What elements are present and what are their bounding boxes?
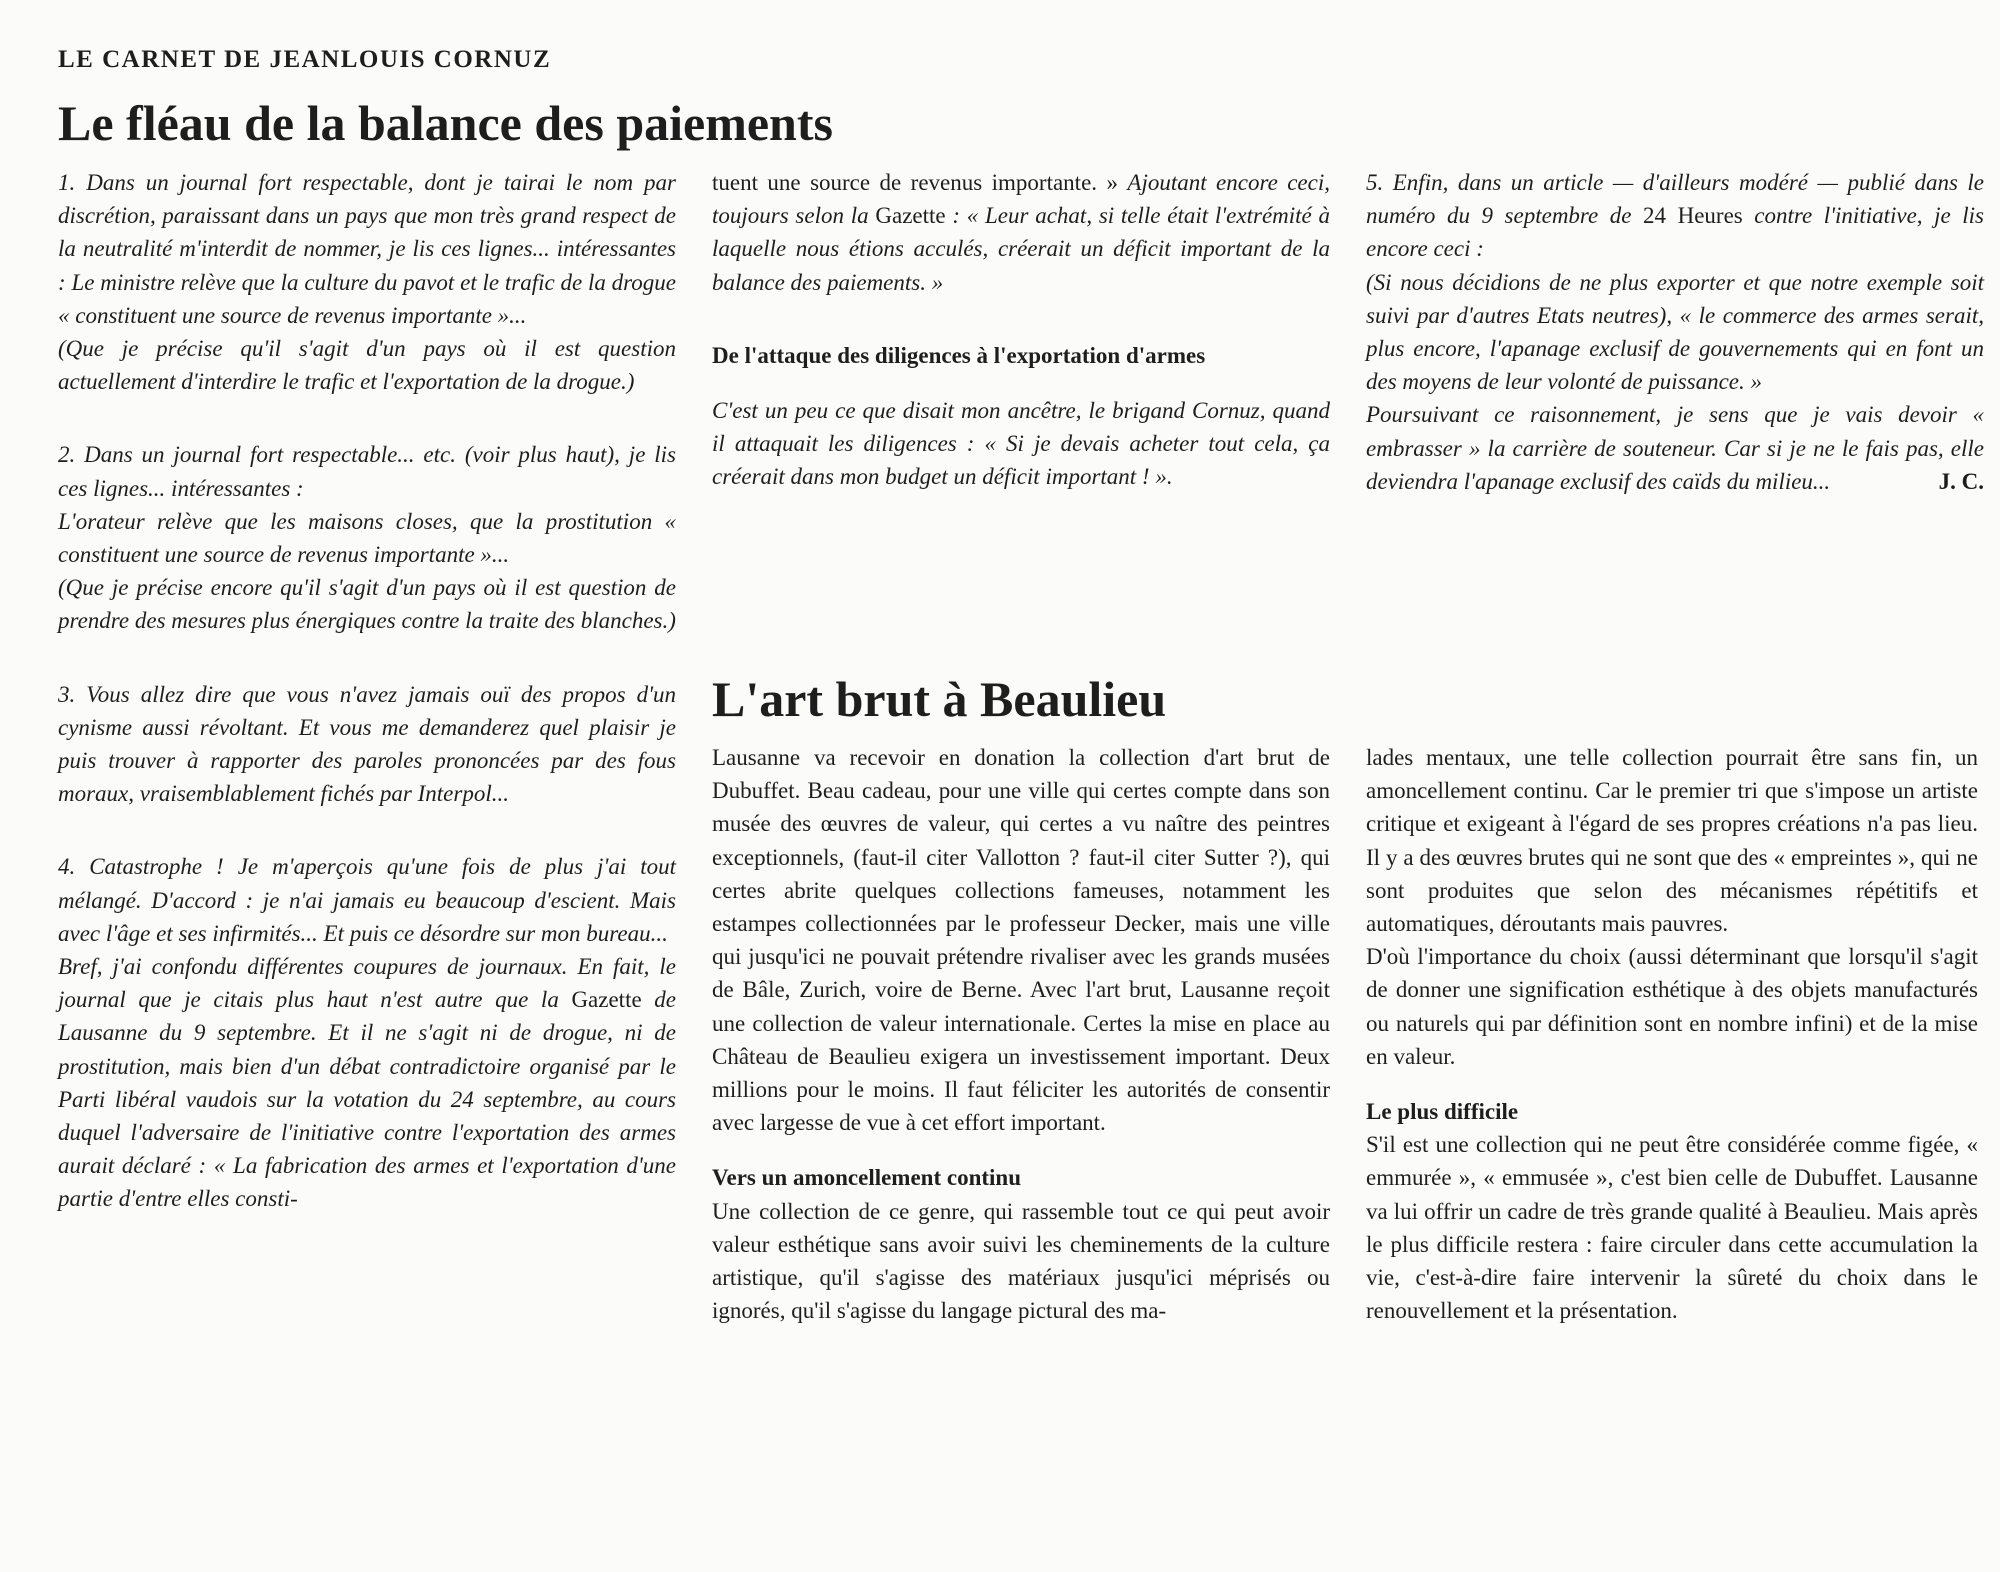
author-signature: J. C.	[1938, 468, 1984, 494]
text-run: de Lausanne du 9 septembre. Et il ne s'agit ni de drogue, ni de prostitution, mais bien d'un débat contradictoire organisé par le Parti libéral vaudois sur la votation du 24 septembre, au cours duquel l'adversaire de l'initiative contre l'exportation des armes aurait déclaré : « La fabrication des armes et l'exportation d'une partie d'entre elles consti-	[58, 987, 676, 1212]
article-headline: Le fléau de la balance des paiements	[58, 95, 833, 151]
subheading: Le plus difficile	[1366, 1099, 1519, 1125]
subheading: Vers un amoncellement continu	[712, 1165, 1022, 1191]
paragraph: 4. Catastrophe ! Je m'aperçois qu'une fois de plus j'ai tout mélangé. D'accord : je n'ai jamais eu beaucoup d'escient. Mais avec l'âge et ses infirmités... Et puis ce désordre sur mon bureau...	[58, 854, 676, 946]
article2-column-2	[1366, 741, 1978, 1327]
article-column-3	[1366, 166, 1984, 498]
paragraph: 3. Vous allez dire que vous n'avez jamais ouï des propos d'un cynisme aussi révoltant. Et vous me demanderez quel plaisir je puis trouver à rapporter des paroles prononcées par des fous moraux, vraisemblablement fichés par Interpol...	[58, 681, 676, 807]
paragraph	[1366, 398, 1984, 498]
paragraph: lades mentaux, une telle collection pourrait être sans fin, un amoncellement continu. Car le premier tri que s'impose un artiste critique et exigeant à l'égard de ses propres créations n'a pas lieu. Il y a des œuvres brutes qui ne sont que des « empreintes », qui ne sont produites que selon des mécanismes répétitifs et automatiques, déroutants mais pauvres.	[1366, 745, 1978, 937]
text-run: Poursuivant ce raisonnement, je sens que je vais devoir « embrasser » la carrière de souteneur. Car si je ne le fais pas, elle deviendra l'apanage exclusif des caïds du milieu...	[1366, 402, 1984, 494]
paragraph: D'où l'importance du choix (aussi déterminant que lorsqu'il s'agit de donner une signification esthétique à des objets manufacturés ou naturels qui par définition sont en nombre infini) et de la mise en valeur.	[1366, 944, 1978, 1069]
article-column-1	[58, 166, 676, 1216]
paragraph	[58, 950, 676, 1216]
paragraph: (Que je précise qu'il s'agit d'un pays où il est question actuellement d'interdire le trafic et l'exportation de la drogue.)	[58, 336, 676, 395]
text-run: : « Leur achat, si telle était l'extrémité à laquelle nous étions acculés, créerait un déficit important de la balance des paiements. »	[712, 203, 1330, 295]
paragraph	[1366, 166, 1984, 266]
article-column-2	[712, 166, 1330, 494]
paragraph: 1. Dans un journal fort respectable, dont je tairai le nom par discrétion, paraissant dans un pays que mon très grand respect de la neutralité m'interdit de nommer, je lis ces lignes... intéressantes : Le ministre relève que la culture du pavot et le trafic de la drogue « constituent une source de revenus importante »...	[58, 170, 676, 328]
paragraph: Lausanne va recevoir en donation la collection d'art brut de Dubuffet. Beau cadeau, pour une ville qui certes compte dans son musée des œuvres de valeur, qui certes a vu naître des peintres exceptionnels, (faut-il citer Vallotton ? faut-il citer Sutter ?), qui certes abrite quelques collections fameuses, notamment les estampes collectionnées par le professeur Decker, mais une ville qui jusqu'ici ne pouvait prétendre rivaliser avec les grands musées de Bâle, Zurich, voire de Berne. Avec l'art brut, Lausanne reçoit une collection de valeur internationale. Certes la mise en place au Château de Beaulieu exigera un investissement important. Deux millions pour le moins. Il faut féliciter les autorités de consentir avec largesse de vue à cet effort important.	[712, 745, 1330, 1136]
paragraph: (Que je précise encore qu'il s'agit d'un pays où il est question de prendre des mesures plus énergiques contre la traite des blanches.)	[58, 575, 676, 634]
column-kicker: LE CARNET DE JEANLOUIS CORNUZ	[58, 46, 552, 73]
text-run: contre l'initiative, je lis encore ceci :	[1366, 203, 1984, 262]
paragraph: S'il est une collection qui ne peut être considérée comme figée, « emmurée », « emmusée », c'est bien celle de Dubuffet. Lausanne va lui offrir un cadre de très grande qualité à Beaulieu. Mais après le plus difficile restera : faire circuler dans cette accumulation la vie, c'est-à-dire faire intervenir la sûreté du choix dans le renouvellement et la présentation.	[1366, 1132, 1978, 1324]
subheading: De l'attaque des diligences à l'exportation d'armes	[712, 342, 1206, 368]
paragraph	[712, 166, 1330, 299]
text-run: tuent une source de revenus importante. »	[712, 170, 1128, 195]
text-run: Bref, j'ai confondu différentes coupures de journaux. En fait, le journal que je citais plus haut n'est autre que la	[58, 954, 676, 1013]
text-run: 5. Enfin, dans un article — d'ailleurs modéré — publié dans le numéro du 9 septembre de	[1366, 170, 1984, 229]
article2-column-1	[712, 741, 1330, 1327]
paragraph: C'est un peu ce que disait mon ancêtre, le brigand Cornuz, quand il attaquait les diligences : « Si je devais acheter tout cela, ça créerait dans mon budget un déficit important ! ».	[712, 398, 1330, 490]
paragraph: (Si nous décidions de ne plus exporter et que notre exemple soit suivi par d'autres Etats neutres), « le commerce des armes serait, plus encore, l'apanage exclusif de gouvernements qui en font un des moyens de leur volonté de puissance. »	[1366, 269, 1984, 395]
newspaper-name: Gazette	[875, 203, 946, 229]
text-run: Ajoutant encore ceci, toujours selon la	[712, 170, 1330, 229]
newspaper-name: 24 Heures	[1643, 203, 1743, 229]
newspaper-name: Gazette	[571, 987, 642, 1013]
paragraph: 2. Dans un journal fort respectable... etc. (voir plus haut), je lis ces lignes... intéressantes :	[58, 442, 676, 501]
paragraph: Une collection de ce genre, qui rassemble tout ce qui peut avoir valeur esthétique sans avoir suivi les cheminements de la culture artistique, qu'il s'agisse des matériaux jusqu'ici méprisés ou ignorés, qu'il s'agisse du langage pictural des ma-	[712, 1198, 1330, 1324]
article-headline-2: L'art brut à Beaulieu	[712, 671, 1167, 727]
paragraph: L'orateur relève que les maisons closes, que la prostitution « constituent une source de revenus importante »...	[58, 508, 676, 568]
